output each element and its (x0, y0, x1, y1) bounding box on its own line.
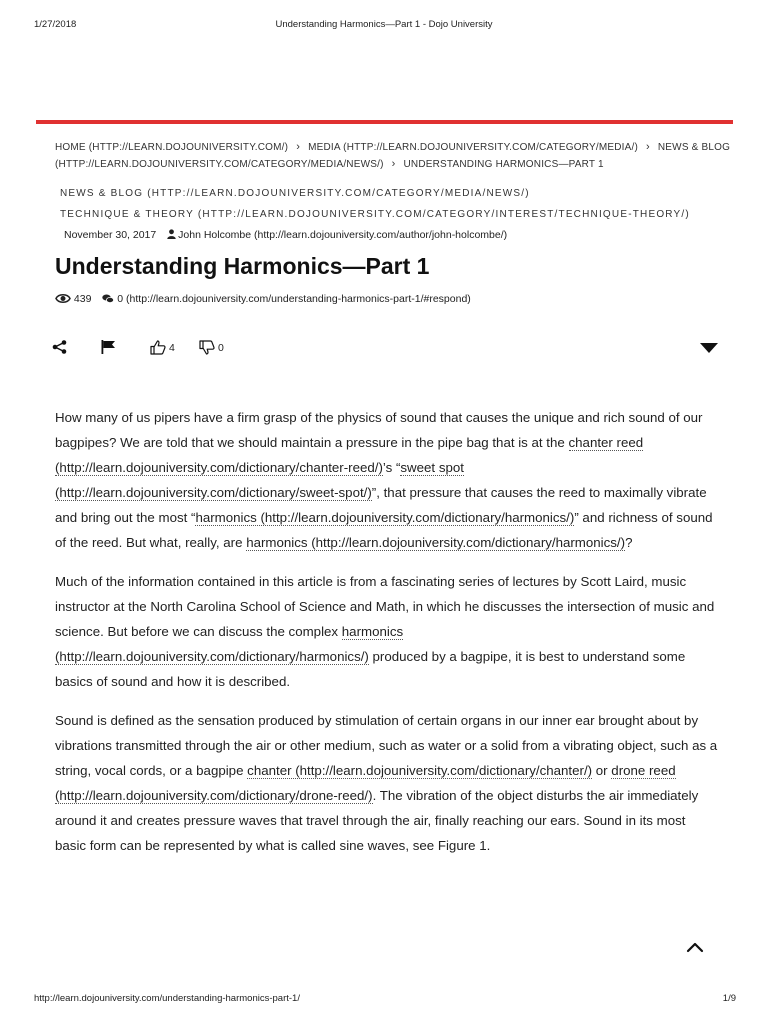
paragraph-text: ”, that pressure that causes the reed to maximally vibrate and bring out the most “ (55, 485, 707, 525)
view-count-value: 439 (73, 293, 92, 305)
like-button[interactable] (150, 340, 175, 355)
article-paragraph (55, 569, 720, 694)
paragraph-text: produced by a bagpipe, it is best to understand some basics of sound and how it is described. (55, 649, 686, 689)
eye-icon (55, 293, 71, 304)
share-button[interactable] (52, 340, 67, 354)
article-body (55, 405, 720, 872)
breadcrumb-separator: › (391, 158, 396, 170)
print-page-number: 1/9 (722, 993, 736, 1004)
comments-icon (102, 294, 114, 304)
dictionary-link[interactable]: sweet spot (http://learn.dojouniversity.com/dictionary/sweet-spot/) (55, 460, 464, 500)
paragraph-text: Much of the information contained in this article is from a fascinating series of lectures by Scott Laird, music instructor at the North Carolina School of Science and Math, in which he discusses the intersection of music and science. But before we can discuss the complex (55, 574, 715, 639)
paragraph-text: ’s “ (382, 460, 401, 475)
dictionary-link[interactable]: chanter (http://learn.dojouniversity.com/dictionary/chanter/) (247, 763, 593, 778)
thumbs-down-icon (199, 340, 215, 355)
view-count (55, 293, 94, 305)
post-actions (50, 340, 720, 360)
print-page-title: Understanding Harmonics—Part 1 - Dojo University (275, 19, 493, 30)
dictionary-link[interactable]: harmonics (http://learn.dojouniversity.com/dictionary/harmonics/) (55, 624, 404, 664)
article-paragraph (55, 708, 720, 858)
post-meta (64, 229, 507, 241)
more-actions-toggle[interactable] (700, 343, 718, 354)
share-icon (52, 340, 67, 354)
like-count: 4 (169, 341, 175, 354)
breadcrumb-home[interactable]: HOME (HTTP://LEARN.DOJOUNIVERSITY.COM/) (55, 142, 289, 153)
breadcrumb-news-blog-label: NEWS & BLOG (657, 142, 731, 153)
dislike-button[interactable] (199, 340, 224, 355)
scroll-to-top-button[interactable] (686, 940, 704, 958)
breadcrumb-separator: › (646, 141, 650, 153)
post-author[interactable] (167, 229, 507, 241)
post-title: Understanding Harmonics—Part 1 (55, 253, 430, 279)
dictionary-link[interactable]: harmonics (http://learn.dojouniversity.com/dictionary/harmonics/) (195, 510, 575, 525)
dictionary-link[interactable]: harmonics (http://learn.dojouniversity.com/dictionary/harmonics/) (246, 535, 626, 550)
accent-divider (36, 120, 733, 124)
print-header (0, 19, 768, 33)
dislike-count: 0 (218, 341, 224, 354)
post-stats (55, 293, 471, 305)
print-date: 1/27/2018 (34, 19, 77, 30)
paragraph-text: . The vibration of the object disturbs the air immediately around it and creates pressure waves that travel through the air, finally reaching our ears. Sound in its most basic form can be represented by what is called sine waves, see Figure 1. (55, 788, 699, 853)
caret-down-icon (700, 343, 718, 354)
breadcrumb-news-blog-url: (HTTP://LEARN.DOJOUNIVERSITY.COM/CATEGORY/MEDIA/NEWS/) (55, 159, 384, 170)
dictionary-link[interactable]: chanter reed (http://learn.dojouniversity.com/dictionary/chanter-reed/) (55, 435, 644, 475)
print-url: http://learn.dojouniversity.com/understanding-harmonics-part-1/ (34, 993, 300, 1004)
flag-icon (101, 340, 116, 354)
breadcrumb-media[interactable]: MEDIA (HTTP://LEARN.DOJOUNIVERSITY.COM/CATEGORY/MEDIA/) (308, 142, 639, 153)
chevron-up-icon (686, 941, 704, 953)
breadcrumb-current: UNDERSTANDING HARMONICS—PART 1 (403, 159, 604, 170)
breadcrumb (55, 139, 735, 173)
breadcrumb-separator: › (296, 141, 301, 153)
category-news-blog[interactable]: NEWS & BLOG (HTTP://LEARN.DOJOUNIVERSITY.COM/CATEGORY/MEDIA/NEWS/) (60, 188, 530, 199)
comment-count-link[interactable]: 0 (http://learn.dojouniversity.com/understanding-harmonics-part-1/#respond) (117, 293, 471, 305)
paragraph-text: Sound is defined as the sensation produced by stimulation of certain organs in our inner ear brought about by vibrations transmitted through the air or other medium, such as water or a solid from a vibrating object, such as a string, vocal cords, or a bagpipe (55, 713, 718, 778)
post-author-link[interactable]: John Holcombe (http://learn.dojouniversity.com/author/john-holcombe/) (178, 229, 508, 241)
paragraph-text: ? (625, 535, 633, 550)
post-date: November 30, 2017 (64, 229, 157, 241)
thumbs-up-icon (150, 340, 166, 355)
dictionary-link[interactable]: drone reed (http://learn.dojouniversity.com/dictionary/drone-reed/) (55, 763, 676, 803)
paragraph-text: or (592, 763, 612, 778)
article-paragraph (55, 405, 720, 555)
category-technique-theory[interactable]: TECHNIQUE & THEORY (HTTP://LEARN.DOJOUNIVERSITY.COM/CATEGORY/INTEREST/TECHNIQUE-THEORY/) (60, 209, 690, 220)
paragraph-text: How many of us pipers have a firm grasp of the physics of sound that causes the unique and rich sound of our bagpipes? We are told that we should maintain a pressure in the pipe bag that is at the (55, 410, 703, 450)
paragraph-text: ” and richness of sound of the reed. But what, really, are (55, 510, 713, 550)
user-icon (167, 229, 176, 239)
report-button[interactable] (101, 340, 116, 354)
comment-count[interactable] (102, 293, 470, 305)
